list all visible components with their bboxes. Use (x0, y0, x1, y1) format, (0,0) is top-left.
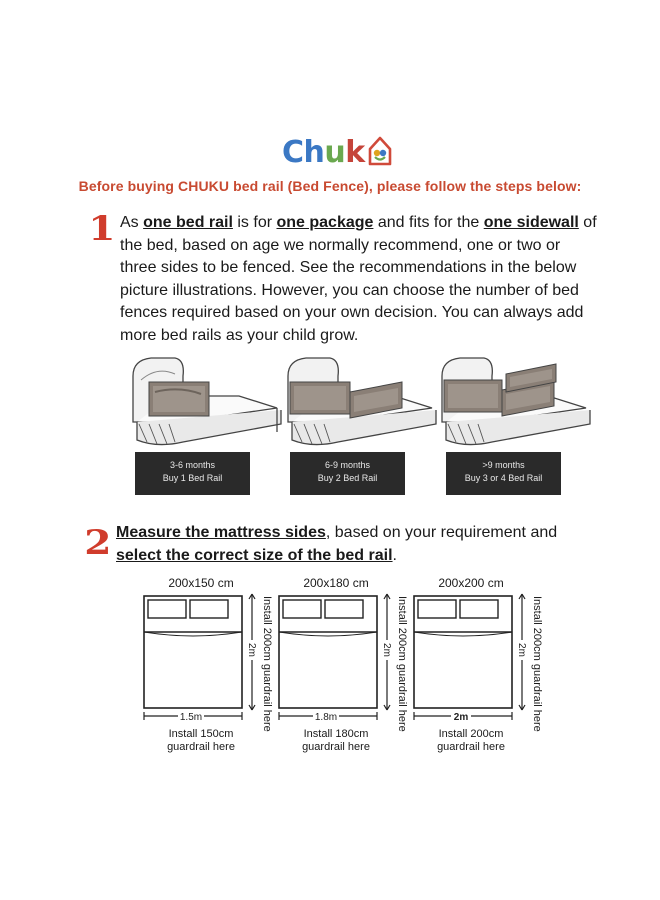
size-title: 200x200 cm (438, 576, 504, 590)
mattress-diagram (411, 592, 531, 728)
recommendation-rails: Buy 2 Bed Rail (317, 473, 378, 483)
install-note-line: guardrail here (167, 741, 235, 753)
step-2-text-part: . (392, 546, 397, 564)
bed-illustration-2-rails (282, 352, 452, 450)
step-1-highlight-one-bed-rail: one bed rail (143, 214, 233, 231)
logo-text-k: k (345, 135, 365, 170)
recommendation-card-2 (290, 452, 405, 495)
width-label: 1.8m (314, 712, 338, 723)
step-1-text-part: is for (232, 214, 277, 231)
width-label: 2m (453, 712, 469, 723)
step-1-text-part: and fits for the (373, 214, 484, 231)
install-note-line: Install 200cm (438, 728, 504, 740)
logo-text-ch: Ch (282, 135, 325, 170)
step-1-text-part: of the bed, based on age we normally recommend, one or two or three sides to be fenced. See the recommendations in the below picture illustrations. However, you can choose the number of bed fences required based on your own decision. You can always add more bed rails as your child grow. (120, 214, 597, 344)
side-note-text: Install 200cm guardrail here (261, 596, 273, 732)
side-note (529, 596, 543, 732)
width-label: 1.5m (179, 712, 203, 723)
install-note-line: Install 150cm (168, 728, 234, 740)
bed-illustration-3-rails (436, 352, 606, 450)
house-heart-icon (367, 135, 393, 167)
install-note (276, 728, 396, 754)
length-label: 2m (516, 643, 527, 657)
step-2-highlight-select-size: select the correct size of the bed rail (116, 546, 393, 564)
step-1-highlight-one-sidewall: one sidewall (483, 214, 579, 231)
recommendation-age: 3-6 months (169, 460, 216, 470)
step-2-number: 2 (84, 523, 112, 563)
step-1-highlight-one-package: one package (276, 214, 374, 231)
recommendation-age: 6-9 months (324, 460, 371, 470)
recommendation-rails: Buy 1 Bed Rail (162, 473, 223, 483)
size-title: 200x180 cm (303, 576, 369, 590)
install-note (141, 728, 261, 754)
length-label: 2m (381, 643, 392, 657)
mattress-diagram (276, 592, 396, 728)
size-title: 200x150 cm (168, 576, 234, 590)
side-note (394, 596, 408, 732)
install-note-line: Install 180cm (303, 728, 369, 740)
recommendation-card-1 (135, 452, 250, 495)
length-label: 2m (246, 643, 257, 657)
step-1-text-part: As (120, 214, 144, 231)
mattress-diagram (141, 592, 261, 728)
recommendation-rails: Buy 3 or 4 Bed Rail (464, 473, 543, 483)
logo-text-u: u (324, 135, 346, 170)
step-2-text (116, 522, 596, 567)
step-1-text (120, 212, 600, 347)
side-note-text: Install 200cm guardrail here (531, 596, 543, 732)
step-2-text-part: , based on your requirement and (325, 524, 558, 541)
chuku-logo (282, 130, 393, 170)
recommendation-age: >9 months (482, 460, 525, 470)
side-note-text: Install 200cm guardrail here (396, 596, 408, 732)
side-note (259, 596, 273, 732)
install-note (411, 728, 531, 754)
install-note-line: guardrail here (437, 741, 505, 753)
step-2-highlight-measure: Measure the mattress sides (116, 524, 326, 541)
recommendation-card-3 (446, 452, 561, 495)
step-1-number: 1 (88, 209, 116, 249)
bed-illustration-1-rail (127, 352, 297, 450)
install-note-line: guardrail here (302, 741, 370, 753)
intro-heading: Before buying CHUKU bed rail (Bed Fence), please follow the steps below: (78, 178, 582, 194)
